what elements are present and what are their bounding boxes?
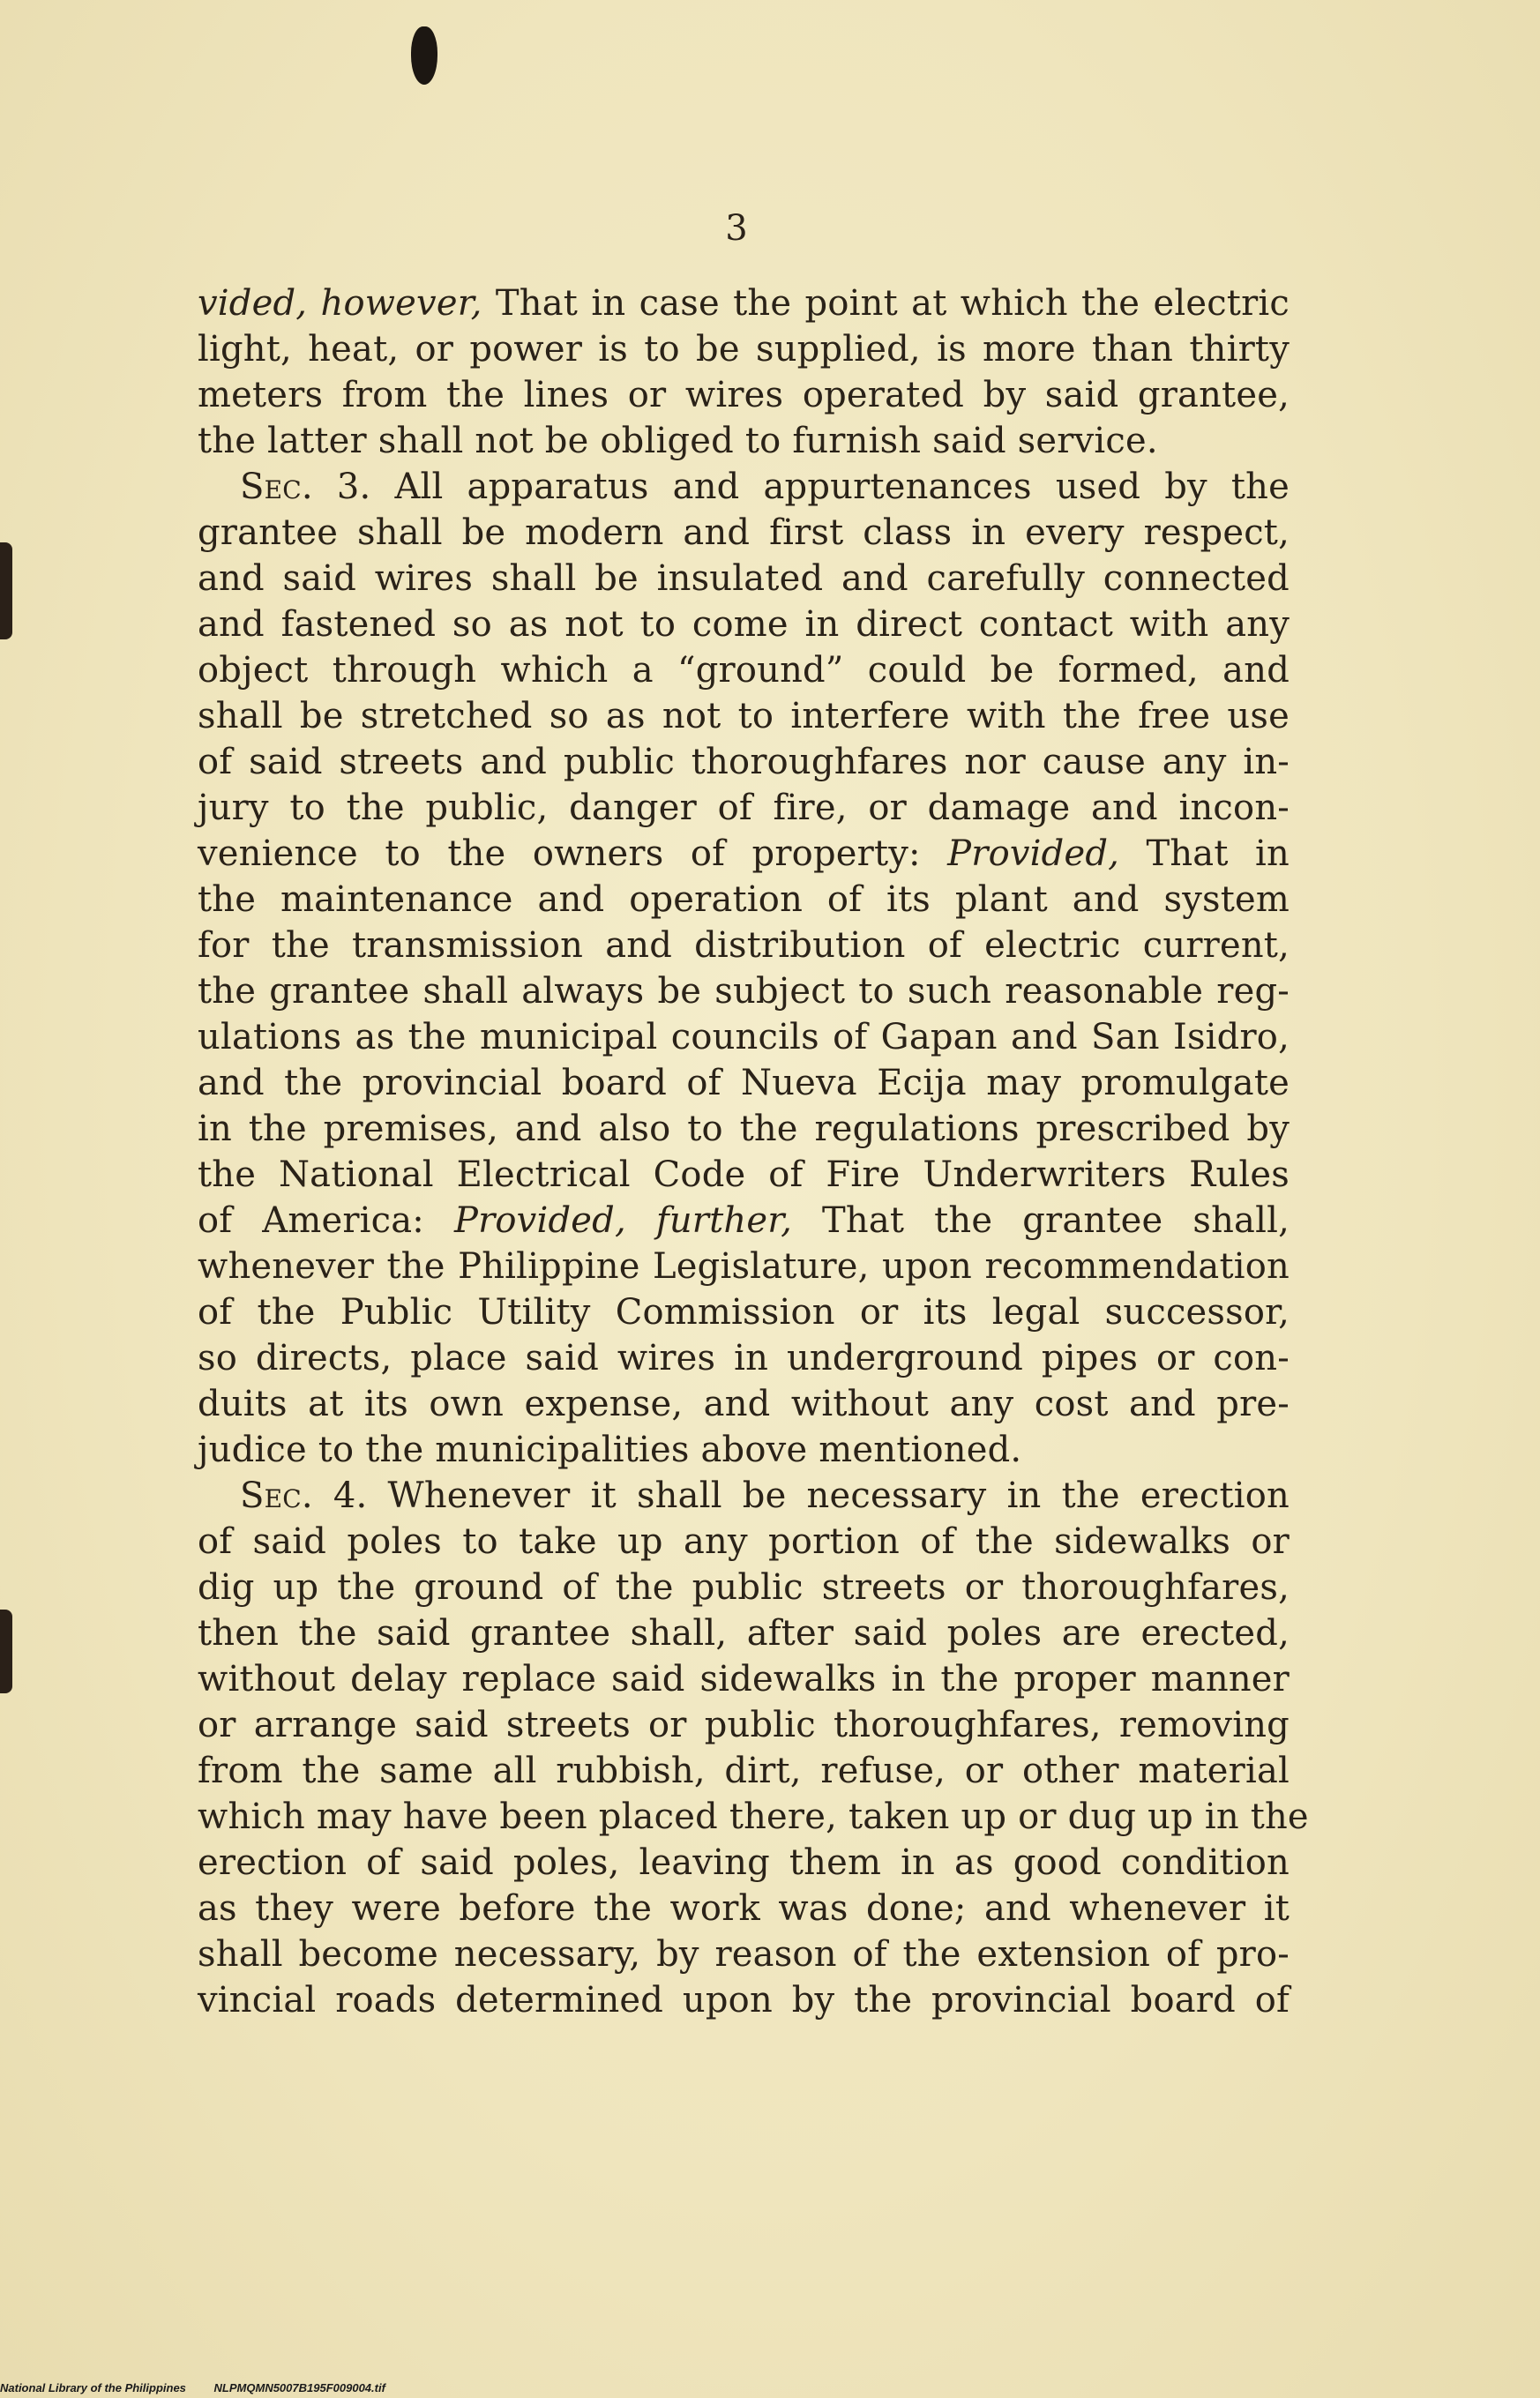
text-line [198,1427,1290,1473]
text-line [198,326,1290,372]
text-run: shall be stretched so as not to interfere with the free use [198,696,1290,736]
text-run: the grantee shall always be subject to such reasonable reg- [198,971,1290,1012]
text-run: for the transmission and distribution of electric current, [198,925,1290,966]
text-run: without delay replace said sidewalks in the proper manner [198,1659,1290,1700]
text-line [198,1244,1290,1289]
text-line [198,1198,1290,1244]
text-run: That in case the point at which the electric [482,283,1290,324]
library-credit: National Library of the Philippines [0,2381,186,2394]
text-line [198,418,1290,464]
italic-phrase: Provided, further, [453,1200,793,1241]
body-text [198,280,1309,2023]
text-run: erection of said poles, leaving them in as good condition [198,1842,1290,1883]
text-line [198,1565,1290,1610]
text-run: duits at its own expense, and without any cost and pre- [198,1384,1290,1424]
text-run: and fastened so as not to come in direct contact with any [198,604,1290,645]
binding-mark-top [0,542,12,639]
text-run: and the provincial board of Nueva Ecija may promulgate [198,1063,1290,1103]
text-run: ulations as the municipal councils of Gapan and San Isidro, [198,1017,1290,1057]
section-label: Sec. [240,1475,313,1516]
text-run: light, heat, or power is to be supplied, is more than thirty [198,329,1290,370]
text-run: whenever the Philippine Legislature, upon recommendation [198,1246,1290,1287]
text-run: so directs, place said wires in underground pipes or con- [198,1338,1290,1378]
text-line [198,601,1290,647]
text-line [198,1931,1290,1977]
text-line [198,1106,1290,1152]
page-number: 3 [725,208,748,249]
text-line [198,1381,1290,1427]
text-line [198,1060,1290,1106]
text-run: object through which a “ground” could be formed, and [198,650,1290,691]
text-line [198,510,1290,556]
scan-footer [0,2381,410,2394]
italic-phrase: Provided, [947,833,1120,874]
text-line [198,1610,1290,1656]
text-run: That the grantee shall, [792,1200,1290,1241]
text-line [198,1748,1290,1794]
text-line [198,1335,1290,1381]
text-line [198,968,1290,1014]
text-run: as they were before the work was done; and whenever it [198,1888,1290,1929]
text-run: then the said grantee shall, after said poles are erected, [198,1613,1290,1654]
text-run: judice to the municipalities above mentioned. [198,1430,1022,1470]
text-run: the maintenance and operation of its plant and system [198,879,1290,920]
binding-mark-bottom [0,1610,12,1693]
file-identifier: NLPMQMN5007B195F009004.tif [213,2381,385,2394]
text-run: of the Public Utility Commission or its legal successor, [198,1292,1290,1333]
text-run: venience to the owners of property: [198,833,948,874]
text-line [198,1656,1290,1702]
text-line [198,693,1290,739]
text-line [198,923,1290,968]
text-line [198,1840,1290,1886]
text-line [198,831,1290,877]
italic-phrase: vided, however, [198,283,482,324]
text-line [198,1289,1290,1335]
text-line [198,1977,1290,2023]
text-line [198,556,1290,601]
text-line [198,1473,1290,1519]
text-line [198,1152,1290,1198]
text-run: dig up the ground of the public streets or thoroughfares, [198,1567,1290,1608]
text-line [198,785,1290,831]
text-line [198,877,1290,923]
text-run: meters from the lines or wires operated by said grantee, [198,375,1290,415]
text-line [198,1886,1290,1931]
text-line [198,1794,1309,1840]
text-run: of said streets and public thoroughfares nor cause any in- [198,742,1290,782]
text-run: That in [1119,833,1290,874]
ink-blot [411,26,437,85]
text-line [198,372,1290,418]
text-run: jury to the public, danger of fire, or damage and incon- [198,788,1290,828]
text-run: 3. All apparatus and appurtenances used by the [312,467,1290,507]
text-run: of America: [198,1200,454,1241]
text-line [198,1014,1290,1060]
text-line [198,464,1290,510]
text-run: in the premises, and also to the regulations prescribed by [198,1109,1290,1149]
text-run: the National Electrical Code of Fire Underwriters Rules [198,1154,1290,1195]
text-run: the latter shall not be obliged to furnish said service. [198,421,1158,461]
section-label: Sec. [240,467,313,507]
text-line [198,280,1290,326]
text-run: grantee shall be modern and first class in every respect, [198,512,1290,553]
text-run: vincial roads determined upon by the provincial board of [198,1980,1290,2021]
text-line [198,739,1290,785]
text-run: of said poles to take up any portion of the sidewalks or [198,1521,1290,1562]
text-run: and said wires shall be insulated and carefully connected [198,558,1290,599]
text-line [198,1519,1290,1565]
text-run: shall become necessary, by reason of the extension of pro- [198,1934,1290,1975]
text-run: which may have been placed there, taken up or dug up in the [198,1797,1309,1837]
text-run: or arrange said streets or public thoroughfares, removing [198,1705,1290,1745]
text-line [198,647,1290,693]
text-run: 4. Whenever it shall be necessary in the erection [312,1475,1290,1516]
text-run: from the same all rubbish, dirt, refuse, or other material [198,1751,1290,1791]
text-line [198,1702,1290,1748]
